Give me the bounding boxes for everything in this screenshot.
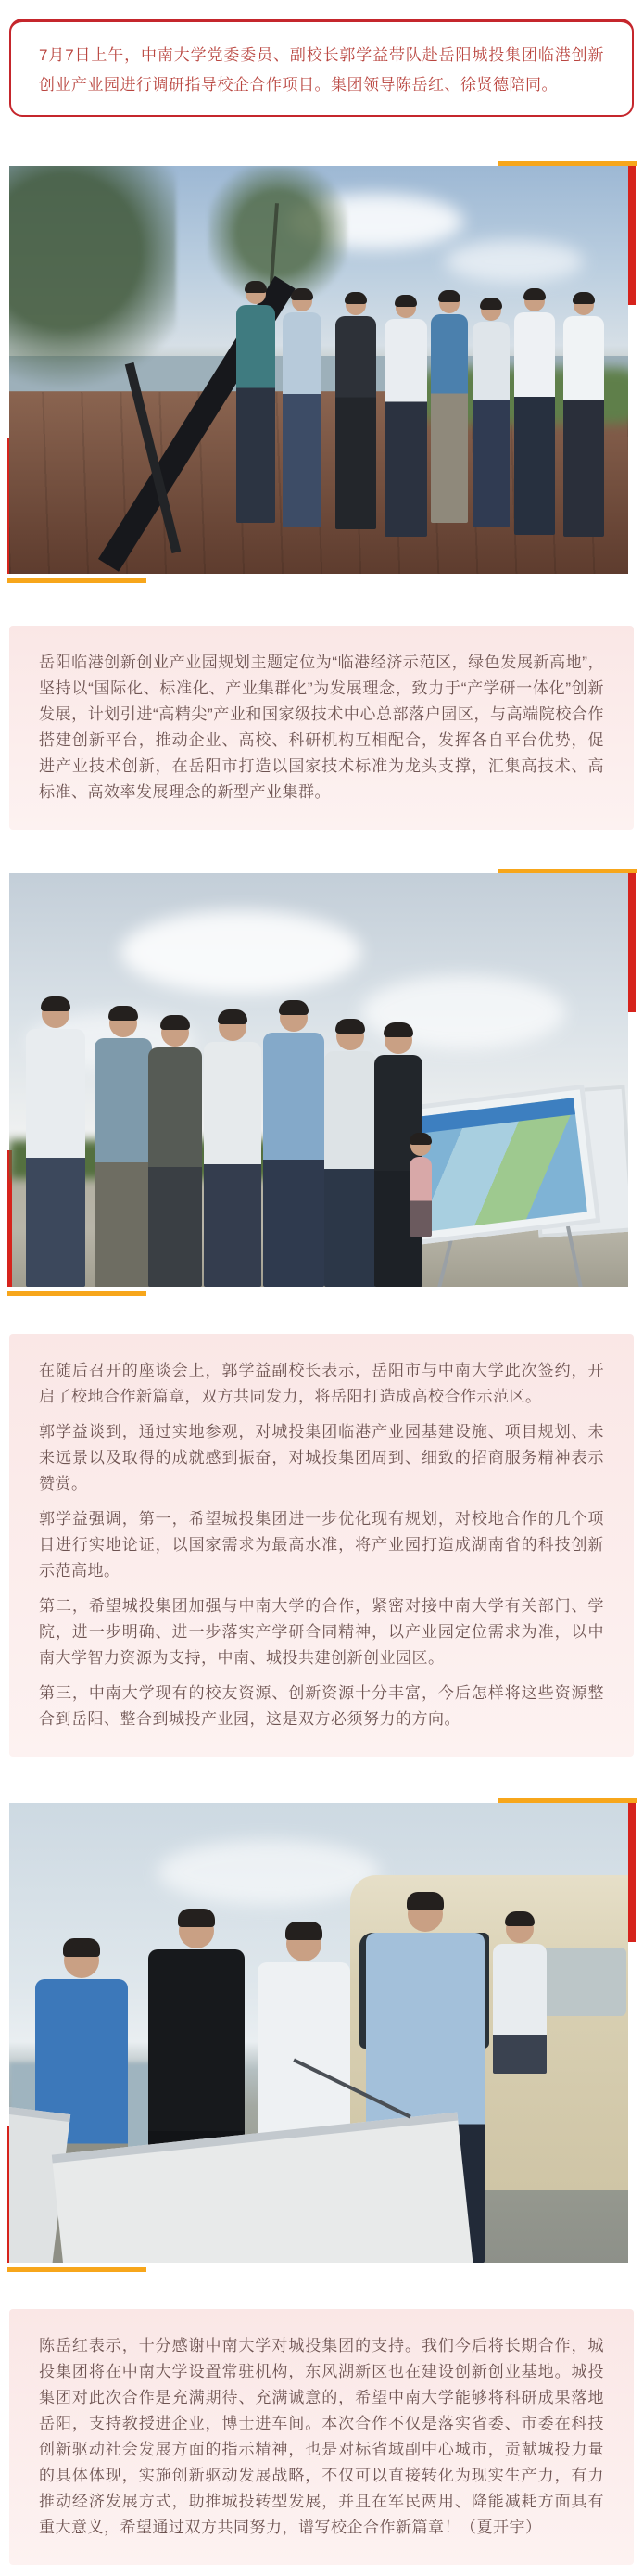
person-silhouette: [473, 322, 510, 527]
text-panel-closing: [9, 2309, 634, 2565]
accent-bar-orange-bottom: [7, 2267, 146, 2272]
cloud-shape: [158, 1840, 380, 1905]
photo-plan-boards[interactable]: [9, 873, 628, 1287]
cloud-shape: [445, 240, 584, 283]
cloud-shape: [120, 910, 361, 994]
paragraph: 郭学益谈到，通过实地参观，对城投集团临港产业园基建设施、项目规划、未来远景以及取得的成就感到振奋，对城投集团周到、细致的招商服务精神表示赞赏。: [39, 1423, 604, 1492]
intro-text: 7月7日上午，中南大学党委委员、副校长郭学益带队赴岳阳城投集团临港创新创业产业园进行调研指导校企合作项目。集团领导陈岳红、徐贤德陪同。: [39, 46, 604, 94]
person-silhouette: [410, 1157, 432, 1237]
paragraph: 在随后召开的座谈会上，郭学益副校长表示，岳阳市与中南大学此次签约，开启了校地合作新篇章，双方共同发力，将岳阳打造成高校合作示范区。: [39, 1362, 604, 1405]
person-silhouette: [283, 312, 322, 527]
person-silhouette: [431, 314, 468, 523]
person-silhouette: [148, 1047, 202, 1287]
text-panel-park-overview: [9, 626, 634, 830]
person-silhouette: [335, 316, 376, 529]
person-silhouette: [204, 1042, 261, 1287]
person-silhouette: [263, 1033, 324, 1287]
photo-block-2: [0, 869, 643, 1296]
text-panel-symposium: [9, 1334, 634, 1757]
person-silhouette: [236, 305, 275, 523]
paragraph: 第三，中南大学现有的校友资源、创新资源十分丰富，今后怎样将这些资源整合到岳阳、整合到城投产业园，这是双方必须努力的方向。: [39, 1684, 604, 1728]
paragraph: 郭学益强调，第一，希望城投集团进一步优化现有规划，对校地合作的几个项目进行实地论证，以国家需求为最高水准，将产业园打造成湖南省的科技创新示范高地。: [39, 1510, 604, 1580]
accent-bar-orange-bottom: [7, 1291, 146, 1296]
accent-bar-red-right: [628, 166, 636, 305]
accent-bar-orange-bottom: [7, 578, 146, 583]
paragraph: 第二，希望城投集团加强与中南大学的合作，紧密对接中南大学有关部门、学院，进一步明确、进一步落实产学研合同精神，以产业园定位需求为准，以中南大学智力资源为支持，中南、城投共建创新创业园区。: [39, 1597, 604, 1667]
photo-block-3: [0, 1798, 643, 2272]
article-page: [0, 19, 643, 2565]
person-silhouette: [563, 316, 604, 537]
accent-bar-red-right: [628, 873, 636, 1012]
person-silhouette: [26, 1029, 85, 1287]
photo-riverside-visit[interactable]: [9, 1803, 628, 2263]
paragraph: 陈岳红表示，十分感谢中南大学对城投集团的支持。我们今后将长期合作，城投集团将在中南大学设置常驻机构，东风湖新区也在建设创新创业基地。城投集团对此次合作是充满期待、充满诚意的，希望中南大学能够将科研成果落地岳阳，支持教授进企业，博士进车间。本次合作不仅是落实省委、市委在科技创新驱动社会发展方面的指示精神，也是对标省域副中心城市，贡献城投力量的具体体现，实施创新驱动发展战略，不仅可以直接转化为现实生产力，有力推动经济发展方式，助推城投转型发展，并且在军民两用、降能减耗方面具有重大意义，希望通过双方共同努力，谱写校企合作新篇章！（夏开宇）: [39, 2337, 604, 2536]
photo-block-1: [0, 161, 643, 583]
person-silhouette: [514, 312, 555, 535]
photo-deck-visit[interactable]: [9, 166, 628, 574]
intro-highlight-box: [9, 19, 634, 117]
person-silhouette: [324, 1051, 376, 1287]
person-silhouette: [385, 319, 427, 537]
person-silhouette: [95, 1038, 152, 1287]
tree-silhouette: [9, 166, 176, 407]
person-silhouette: [493, 1944, 547, 2074]
accent-bar-red-right: [628, 1803, 636, 1942]
paragraph: 岳阳临港创新创业产业园规划主题定位为“临港经济示范区，绿色发展新高地”，坚持以“国际化、标准化、产业集群化”为发展理念，致力于“产学研一体化”创新发展，计划引进“高精尖”产业和国家级技术中心总部落户园区，与高端院校合作搭建创新平台，推动企业、高校、科研机构互相配合，发挥各自平台优势，促进产业技术创新，在岳阳市打造以国家技术标准为龙头支撑，汇集高技术、高标准、高效率发展理念的新型产业集群。: [39, 654, 604, 801]
